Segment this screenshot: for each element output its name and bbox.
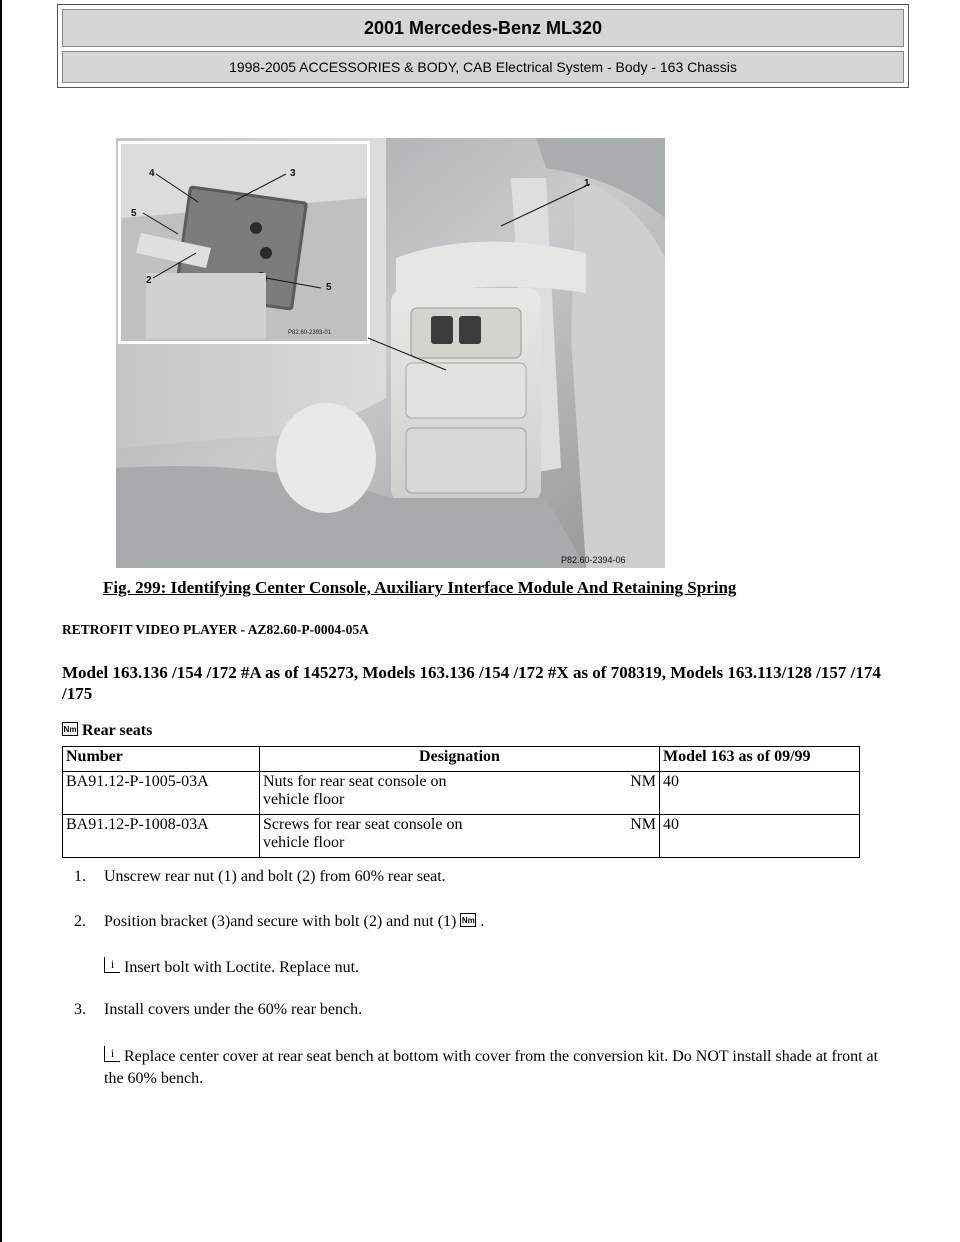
designation-unit: NM bbox=[630, 816, 656, 833]
document-subtitle: 1998-2005 ACCESSORIES & BODY, CAB Electrical System - Body - 163 Chassis bbox=[62, 51, 904, 83]
table-header-row bbox=[63, 747, 860, 772]
callout-1: 1 bbox=[584, 178, 590, 189]
torque-spec-table bbox=[62, 746, 860, 858]
info-note-icon: i bbox=[104, 1046, 120, 1062]
step-number: 3. bbox=[74, 1001, 86, 1018]
row-designation bbox=[260, 815, 660, 858]
figure-photo bbox=[116, 138, 665, 568]
inset-code-label: P82.60-2393-01 bbox=[288, 330, 332, 336]
row-value: 40 bbox=[660, 772, 860, 815]
designation-unit: NM bbox=[630, 773, 656, 790]
section-title: RETROFIT VIDEO PLAYER - AZ82.60-P-0004-05A bbox=[62, 622, 369, 637]
table-row bbox=[63, 772, 860, 815]
table-row bbox=[63, 815, 860, 858]
step-2-note bbox=[104, 957, 899, 979]
designation-text: Screws for rear seat console on vehicle floor bbox=[263, 816, 463, 851]
col-designation: Designation bbox=[260, 747, 660, 772]
row-number: BA91.12-P-1005-03A bbox=[63, 772, 260, 815]
note-text: Insert bolt with Loctite. Replace nut. bbox=[124, 959, 360, 976]
document-title: 2001 Mercedes-Benz ML320 bbox=[62, 9, 904, 47]
page-left-border bbox=[0, 0, 2, 1242]
info-note-icon: i bbox=[104, 957, 120, 973]
step-suffix: . bbox=[480, 913, 485, 930]
row-value: 40 bbox=[660, 815, 860, 858]
row-number: BA91.12-P-1008-03A bbox=[63, 815, 260, 858]
row-designation bbox=[260, 772, 660, 815]
step-text-wrap bbox=[104, 913, 484, 931]
photo-code-label: P82.60-2394-06 bbox=[561, 555, 626, 565]
callout-5a: 5 bbox=[131, 208, 137, 219]
callout-3: 3 bbox=[290, 168, 296, 179]
callout-2: 2 bbox=[146, 275, 152, 286]
callout-4: 4 bbox=[149, 168, 155, 179]
step-text: Install covers under the 60% rear bench. bbox=[104, 1001, 363, 1018]
torque-spec-heading bbox=[62, 722, 152, 740]
designation-text: Nuts for rear seat console on vehicle floor bbox=[263, 773, 447, 808]
figure-caption: Fig. 299: Identifying Center Console, Auxiliary Interface Module And Retaining Spring bbox=[103, 578, 737, 597]
note-text: Replace center cover at rear seat bench at bottom with cover from the conversion kit. Do NOT install shade at front at the 60% bench. bbox=[104, 1048, 879, 1087]
step-number: 1. bbox=[74, 868, 86, 885]
page-header bbox=[57, 4, 909, 88]
col-model: Model 163 as of 09/99 bbox=[660, 747, 860, 772]
model-applicability: Model 163.136 /154 /172 #A as of 145273, Models 163.136 /154 /172 #X as of 708319, Models 163.113/128 /157 /174 /175 bbox=[62, 663, 881, 703]
col-number: Number bbox=[63, 747, 260, 772]
step-number: 2. bbox=[74, 913, 86, 930]
step-text: Unscrew rear nut (1) and bolt (2) from 60% rear seat. bbox=[104, 868, 446, 885]
torque-nm-icon: Nm bbox=[62, 722, 78, 736]
step-3-note bbox=[104, 1046, 899, 1090]
torque-nm-icon[interactable]: Nm bbox=[460, 913, 476, 927]
step-text: Position bracket (3)and secure with bolt (2) and nut (1) bbox=[104, 913, 457, 930]
callout-5b: 5 bbox=[326, 282, 332, 293]
torque-spec-title: Rear seats bbox=[82, 722, 153, 739]
console-photo-illustration bbox=[116, 138, 665, 568]
